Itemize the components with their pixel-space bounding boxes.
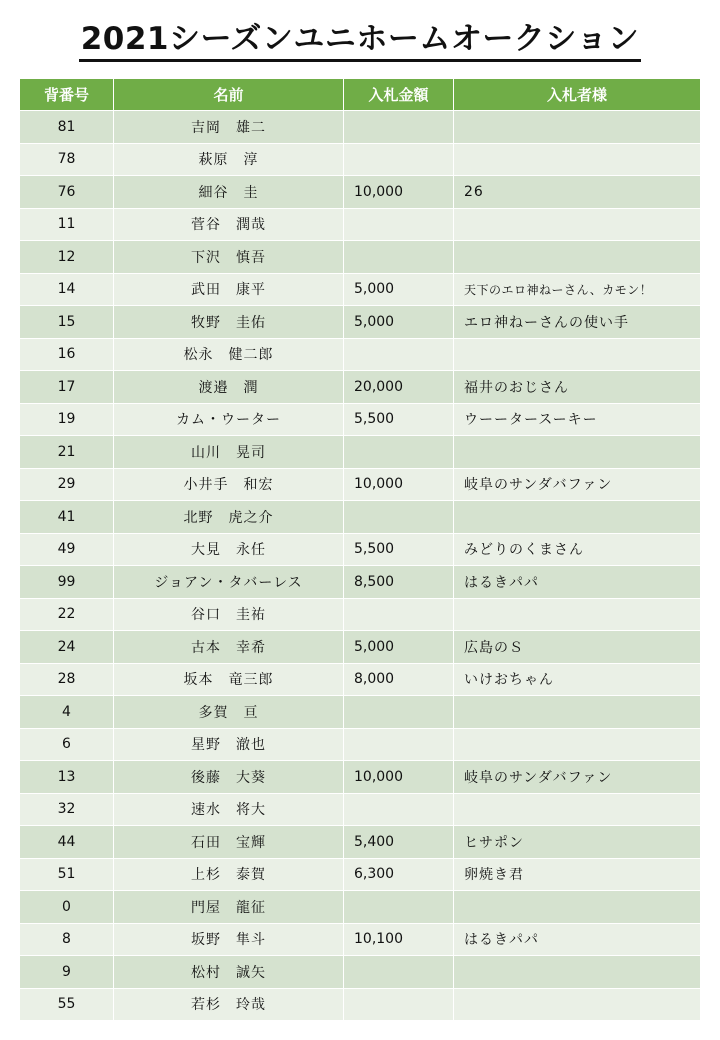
table-row bbox=[20, 338, 700, 371]
cell-number: 21 bbox=[20, 435, 114, 468]
cell-bidder bbox=[454, 695, 700, 728]
cell-number: 55 bbox=[20, 988, 114, 1021]
table-row bbox=[20, 988, 700, 1021]
cell-bidder bbox=[454, 890, 700, 923]
table-row bbox=[20, 793, 700, 826]
cell-number: 17 bbox=[20, 370, 114, 403]
cell-amount: 5,500 bbox=[344, 533, 454, 566]
cell-bidder bbox=[454, 500, 700, 533]
cell-bidder bbox=[454, 793, 700, 826]
cell-number: 32 bbox=[20, 793, 114, 826]
cell-amount bbox=[344, 435, 454, 468]
cell-bidder bbox=[454, 338, 700, 371]
cell-amount bbox=[344, 728, 454, 761]
cell-amount: 10,000 bbox=[344, 468, 454, 501]
cell-name: 後藤 大葵 bbox=[114, 760, 344, 793]
table-row bbox=[20, 955, 700, 988]
table-row bbox=[20, 825, 700, 858]
cell-bidder: 岐阜のサンダバファン bbox=[454, 468, 700, 501]
cell-name: 渡邉 潤 bbox=[114, 370, 344, 403]
cell-bidder bbox=[454, 110, 700, 143]
cell-bidder: ヒサポン bbox=[454, 825, 700, 858]
cell-number: 19 bbox=[20, 403, 114, 436]
cell-amount: 10,000 bbox=[344, 760, 454, 793]
cell-number: 81 bbox=[20, 110, 114, 143]
cell-bidder bbox=[454, 435, 700, 468]
cell-name: 古本 幸希 bbox=[114, 630, 344, 663]
table-row bbox=[20, 663, 700, 696]
cell-bidder bbox=[454, 208, 700, 241]
cell-name: 牧野 圭佑 bbox=[114, 305, 344, 338]
cell-number: 44 bbox=[20, 825, 114, 858]
cell-amount: 5,000 bbox=[344, 305, 454, 338]
header-number: 背番号 bbox=[20, 79, 114, 110]
table-row bbox=[20, 533, 700, 566]
table-row bbox=[20, 728, 700, 761]
table-row bbox=[20, 143, 700, 176]
table-row bbox=[20, 760, 700, 793]
table-body bbox=[20, 110, 700, 1020]
cell-number: 15 bbox=[20, 305, 114, 338]
table-row bbox=[20, 468, 700, 501]
cell-amount bbox=[344, 110, 454, 143]
cell-amount: 6,300 bbox=[344, 858, 454, 891]
cell-name: 武田 康平 bbox=[114, 273, 344, 306]
cell-number: 11 bbox=[20, 208, 114, 241]
cell-name: 小井手 和宏 bbox=[114, 468, 344, 501]
cell-amount bbox=[344, 338, 454, 371]
page-title: 2021シーズンユニホームオークション bbox=[79, 20, 642, 62]
cell-name: 萩原 淳 bbox=[114, 143, 344, 176]
cell-amount: 5,400 bbox=[344, 825, 454, 858]
cell-bidder bbox=[454, 143, 700, 176]
cell-bidder: エロ神ねーさんの使い手 bbox=[454, 305, 700, 338]
table-row bbox=[20, 565, 700, 598]
cell-bidder: 26 bbox=[454, 175, 700, 208]
cell-name: 星野 澈也 bbox=[114, 728, 344, 761]
table-row bbox=[20, 110, 700, 143]
cell-name: 松村 誠矢 bbox=[114, 955, 344, 988]
cell-bidder: 広島のＳ bbox=[454, 630, 700, 663]
cell-number: 9 bbox=[20, 955, 114, 988]
title-container bbox=[0, 20, 720, 62]
cell-number: 13 bbox=[20, 760, 114, 793]
cell-amount bbox=[344, 988, 454, 1021]
cell-name: 石田 宝輝 bbox=[114, 825, 344, 858]
cell-amount bbox=[344, 793, 454, 826]
cell-name: 谷口 圭祐 bbox=[114, 598, 344, 631]
cell-amount bbox=[344, 695, 454, 728]
cell-number: 22 bbox=[20, 598, 114, 631]
table-row bbox=[20, 598, 700, 631]
cell-bidder bbox=[454, 598, 700, 631]
cell-number: 6 bbox=[20, 728, 114, 761]
cell-number: 99 bbox=[20, 565, 114, 598]
cell-number: 12 bbox=[20, 240, 114, 273]
cell-bidder: はるきパパ bbox=[454, 565, 700, 598]
cell-bidder: ウーータースーキー bbox=[454, 403, 700, 436]
cell-name: 細谷 圭 bbox=[114, 175, 344, 208]
table-row bbox=[20, 273, 700, 306]
cell-number: 16 bbox=[20, 338, 114, 371]
cell-number: 24 bbox=[20, 630, 114, 663]
cell-name: ジョアン・タバーレス bbox=[114, 565, 344, 598]
cell-amount: 20,000 bbox=[344, 370, 454, 403]
cell-number: 76 bbox=[20, 175, 114, 208]
cell-name: 山川 晃司 bbox=[114, 435, 344, 468]
cell-amount: 5,000 bbox=[344, 630, 454, 663]
table-row bbox=[20, 630, 700, 663]
cell-name: 菅谷 潤哉 bbox=[114, 208, 344, 241]
table-row bbox=[20, 923, 700, 956]
cell-name: 大見 永任 bbox=[114, 533, 344, 566]
cell-name: 速水 将大 bbox=[114, 793, 344, 826]
table-row bbox=[20, 240, 700, 273]
cell-number: 29 bbox=[20, 468, 114, 501]
cell-number: 78 bbox=[20, 143, 114, 176]
cell-amount bbox=[344, 598, 454, 631]
cell-amount bbox=[344, 143, 454, 176]
cell-amount: 10,100 bbox=[344, 923, 454, 956]
cell-number: 8 bbox=[20, 923, 114, 956]
cell-amount bbox=[344, 500, 454, 533]
header-name: 名前 bbox=[114, 79, 344, 110]
cell-name: 多賀 亘 bbox=[114, 695, 344, 728]
cell-name: 門屋 龍征 bbox=[114, 890, 344, 923]
header-amount: 入札金額 bbox=[344, 79, 454, 110]
table-row bbox=[20, 208, 700, 241]
cell-amount bbox=[344, 890, 454, 923]
cell-amount: 5,000 bbox=[344, 273, 454, 306]
cell-name: 若杉 玲哉 bbox=[114, 988, 344, 1021]
cell-bidder: 岐阜のサンダバファン bbox=[454, 760, 700, 793]
cell-bidder bbox=[454, 988, 700, 1021]
cell-number: 49 bbox=[20, 533, 114, 566]
table-row bbox=[20, 403, 700, 436]
cell-number: 28 bbox=[20, 663, 114, 696]
cell-amount: 10,000 bbox=[344, 175, 454, 208]
cell-name: 坂本 竜三郎 bbox=[114, 663, 344, 696]
cell-bidder bbox=[454, 240, 700, 273]
cell-bidder: 卵焼き君 bbox=[454, 858, 700, 891]
table-row bbox=[20, 500, 700, 533]
header-row bbox=[20, 79, 700, 110]
header-bidder: 入札者様 bbox=[454, 79, 700, 110]
cell-number: 0 bbox=[20, 890, 114, 923]
cell-bidder: いけおちゃん bbox=[454, 663, 700, 696]
table-row bbox=[20, 370, 700, 403]
cell-bidder: 天下のエロ神ねーさん、カモン！ bbox=[454, 273, 700, 306]
table-row bbox=[20, 858, 700, 891]
table-row bbox=[20, 175, 700, 208]
cell-number: 51 bbox=[20, 858, 114, 891]
table-row bbox=[20, 305, 700, 338]
cell-name: カム・ウーター bbox=[114, 403, 344, 436]
cell-bidder bbox=[454, 955, 700, 988]
cell-name: 坂野 隼斗 bbox=[114, 923, 344, 956]
cell-amount: 5,500 bbox=[344, 403, 454, 436]
table-row bbox=[20, 435, 700, 468]
cell-number: 14 bbox=[20, 273, 114, 306]
auction-table bbox=[20, 79, 700, 1020]
cell-bidder: 福井のおじさん bbox=[454, 370, 700, 403]
cell-amount bbox=[344, 955, 454, 988]
table-row bbox=[20, 890, 700, 923]
cell-bidder: はるきパパ bbox=[454, 923, 700, 956]
cell-bidder: みどりのくまさん bbox=[454, 533, 700, 566]
cell-name: 松永 健二郎 bbox=[114, 338, 344, 371]
cell-amount bbox=[344, 208, 454, 241]
cell-name: 下沢 慎吾 bbox=[114, 240, 344, 273]
cell-number: 41 bbox=[20, 500, 114, 533]
table-row bbox=[20, 695, 700, 728]
cell-amount: 8,000 bbox=[344, 663, 454, 696]
cell-number: 4 bbox=[20, 695, 114, 728]
cell-name: 吉岡 雄二 bbox=[114, 110, 344, 143]
cell-amount: 8,500 bbox=[344, 565, 454, 598]
cell-name: 上杉 泰賀 bbox=[114, 858, 344, 891]
cell-name: 北野 虎之介 bbox=[114, 500, 344, 533]
cell-bidder bbox=[454, 728, 700, 761]
cell-amount bbox=[344, 240, 454, 273]
